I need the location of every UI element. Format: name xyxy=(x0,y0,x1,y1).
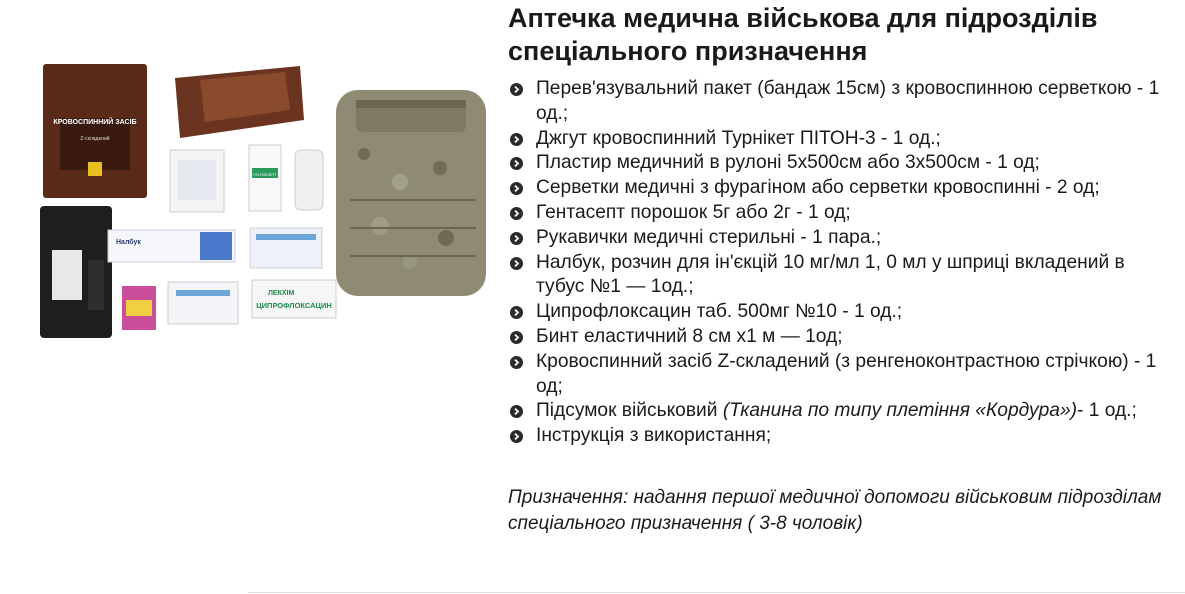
hemostatic-package xyxy=(43,64,147,198)
ciprofloxacin-box xyxy=(252,280,336,318)
package-note: Z-складений xyxy=(80,136,110,142)
list-item xyxy=(508,151,1178,176)
chevron-circle-icon xyxy=(510,356,523,369)
list-item xyxy=(508,127,1178,152)
chevron-circle-icon xyxy=(510,306,523,319)
chevron-circle-icon xyxy=(510,257,523,270)
list-item xyxy=(508,226,1178,251)
elastic-bandage xyxy=(122,286,156,330)
first-aid-kit-photo xyxy=(0,0,500,594)
list-item xyxy=(508,424,1178,449)
list-item xyxy=(508,251,1178,301)
list-item-text: Джгут кровоспинний Турнікет ПІТОН-3 - 1 од.; xyxy=(536,127,941,149)
list-item-text: Бинт еластичний 8 см х1 м — 1од; xyxy=(536,325,843,347)
chevron-circle-icon xyxy=(510,405,523,418)
divider xyxy=(248,592,1185,593)
chevron-circle-icon xyxy=(510,232,523,245)
gloves-pack xyxy=(250,228,322,268)
chevron-circle-icon xyxy=(510,207,523,220)
list-item-italic: (Тканина по типу плетіння «Кордура») xyxy=(722,400,1078,422)
list-item-text: Кровоспинний засіб Z-складений (з ренгеноконтрастною стрічкою) - 1 од; xyxy=(536,350,1157,397)
purpose-text: Призначення: надання першої медичної допомоги військовим підрозділам спеціального призначення ( 3-8 чоловік) xyxy=(508,486,1162,534)
plaster-roll xyxy=(295,150,323,210)
list-item-suffix: - 1 од.; xyxy=(1077,400,1137,422)
list-item-text: Ципрофлоксацин таб. 500мг №10 - 1 од.; xyxy=(536,301,903,323)
gentasept-box xyxy=(249,145,281,211)
list-item-text: Інструкція з використання; xyxy=(536,425,772,447)
chevron-circle-icon xyxy=(510,133,523,146)
chevron-circle-icon xyxy=(510,83,523,96)
product-description xyxy=(508,2,1178,537)
chevron-circle-icon xyxy=(510,182,523,195)
list-item-text: Перев'язувальний пакет (бандаж 15см) з кровоспинною серветкою - 1 од.; xyxy=(536,78,1160,124)
list-item xyxy=(508,77,1178,127)
hemostatic-napkins xyxy=(168,282,238,324)
gentasept-label: ГЕНТАСЕПТ xyxy=(253,172,277,177)
cipro-label: ЦИПРОФЛОКСАЦИН xyxy=(256,301,332,310)
bandage-package xyxy=(175,66,304,138)
military-pouch xyxy=(336,90,486,296)
list-item xyxy=(508,201,1178,226)
list-item-text: Гентасепт порошок 5г або 2г - 1 од; xyxy=(536,201,851,223)
chevron-circle-icon xyxy=(510,157,523,170)
list-item-text: Підсумок військовий xyxy=(536,400,723,422)
list-item xyxy=(508,350,1178,400)
list-item-text: Налбук, розчин для ін'єкцій 10 мг/мл 1, 0 мл у шприці вкладений в тубус №1 — 1од.; xyxy=(536,251,1125,298)
list-item xyxy=(508,325,1178,350)
list-item xyxy=(508,176,1178,201)
chevron-circle-icon xyxy=(510,430,523,443)
chevron-circle-icon xyxy=(510,331,523,344)
medical-napkins xyxy=(170,150,224,212)
list-item-text: Пластир медичний в рулоні 5х500см або 3х500см - 1 од; xyxy=(536,152,1040,174)
cipro-brand: ЛЕКХІМ xyxy=(268,290,295,297)
package-label: КРОВОСПИННИЙ ЗАСІБ xyxy=(53,119,137,126)
list-item xyxy=(508,399,1178,424)
list-item xyxy=(508,300,1178,325)
list-item-text: Рукавички медичні стерильні - 1 пара.; xyxy=(536,226,882,248)
page-title: Аптечка медична військова для підрозділів спеціального призначення xyxy=(508,3,1098,66)
tourniquet xyxy=(40,206,112,338)
nalbuk-box xyxy=(108,230,235,262)
list-item-text: Серветки медичні з фурагіном або серветки кровоспинні - 2 од; xyxy=(536,177,1100,199)
contents-list xyxy=(508,77,1178,449)
nalbuk-label: Налбук xyxy=(116,239,141,246)
